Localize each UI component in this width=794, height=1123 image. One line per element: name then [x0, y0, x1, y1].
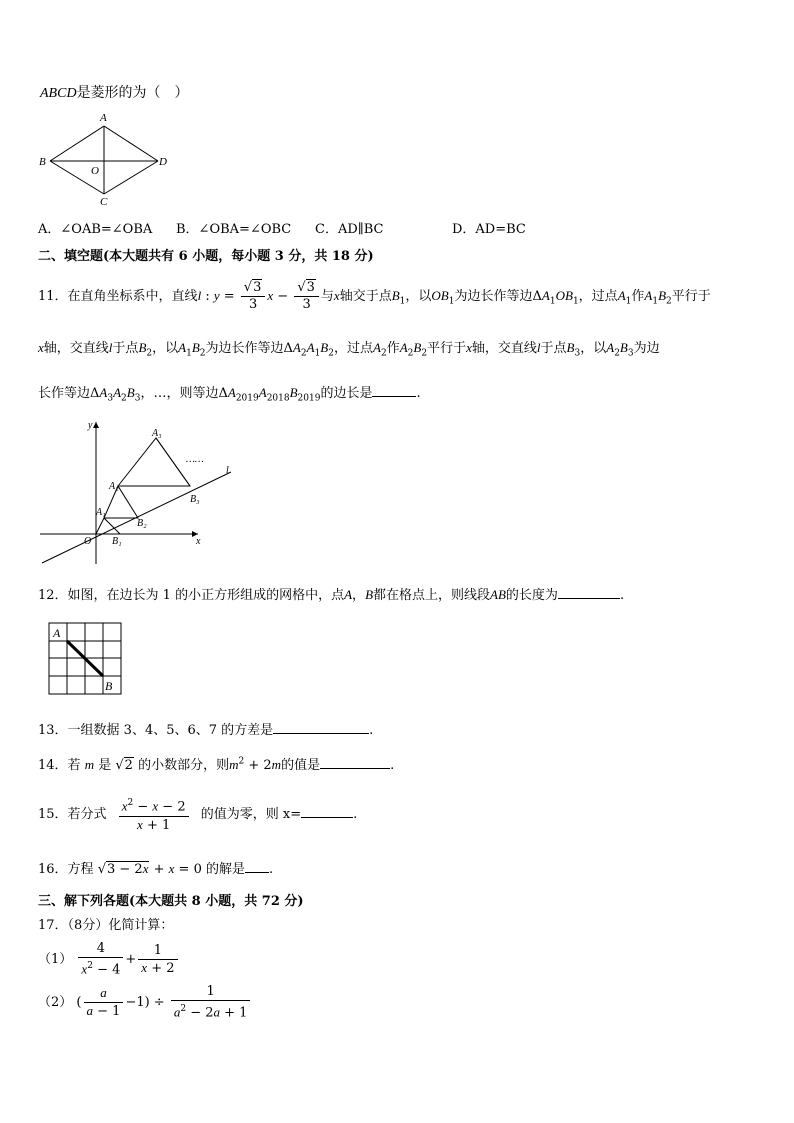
q11-number: 11． — [38, 289, 68, 304]
line-l-label: l — [226, 465, 229, 476]
q11-text: ，以 — [405, 289, 432, 304]
q11-text: ，以 — [580, 341, 607, 356]
q11-text: ，过点 — [333, 341, 373, 356]
q10-stem-var: ABCD — [40, 86, 77, 101]
q17-number: 17． — [38, 918, 68, 933]
q11-text: ，过点 — [578, 289, 618, 304]
q11-text: 轴，交直线 — [471, 341, 537, 356]
q11-text: 平行于 — [671, 289, 711, 304]
q17-part2-label: （2） — [38, 995, 73, 1010]
b2-label: B₂ — [137, 518, 147, 529]
q15-number: 15． — [38, 807, 68, 822]
q13-part: 一组数据 3、4、5、6、7 的方差是 — [67, 723, 274, 738]
q15-answer-blank[interactable] — [301, 805, 353, 818]
q14-part: 的小数部分，则 — [138, 758, 230, 773]
q16-part: 的解是 — [205, 862, 245, 877]
q11-text: 于点 — [112, 341, 139, 356]
q11-text: 于点 — [540, 341, 567, 356]
q12-part: 都在格点上，则线段 — [373, 588, 491, 603]
q11-text: 为边长作等边 — [205, 341, 284, 356]
q12-number: 12． — [38, 588, 68, 603]
q16-part: 方程 — [67, 862, 94, 877]
q14-part: 的值是 — [281, 758, 321, 773]
rhombus-figure — [36, 108, 176, 206]
q14-part: 是 — [98, 758, 112, 773]
q11-answer-blank[interactable] — [372, 384, 416, 397]
q11-text: 轴交于点 — [339, 289, 392, 304]
q13-number: 13． — [38, 723, 68, 738]
section-2-heading: 二、填空题(本大题共有 6 小题，每小题 3 分，共 18 分) — [38, 249, 374, 264]
q11-text: 长作等边 — [38, 386, 91, 401]
q11-text: 为边长作等边 — [454, 289, 533, 304]
q17-part1: （1） $\frac{4}{x^2 - 4}$ + $\frac{1}{x + 2}$ — [38, 940, 180, 980]
q10-option-c: C．AD∥BC — [315, 222, 384, 237]
x-axis-label: x — [196, 536, 201, 547]
b1-label: B₁ — [112, 536, 122, 547]
q11-text: 为边 — [633, 341, 660, 356]
y-axis-label: y — [88, 420, 93, 431]
q10-stem — [40, 82, 189, 102]
q16-part: . — [269, 862, 274, 877]
label-c: C — [100, 196, 108, 206]
q15-part: 若分式 — [67, 807, 107, 822]
q12-part: . — [619, 588, 625, 603]
grid-label-b: B — [105, 679, 113, 693]
b3-label: B₃ — [190, 494, 200, 505]
q11-text: 平行于 — [427, 341, 467, 356]
q15-part: . — [353, 807, 358, 822]
q12-grid-figure — [48, 622, 126, 696]
section-3-heading: 三、解下列各题(本大题共 8 小题，共 72 分) — [38, 894, 304, 909]
q12-part: ， — [352, 588, 366, 603]
q11-text: ，以 — [152, 341, 179, 356]
a1-label: A₁ — [96, 507, 106, 518]
label-o: O — [91, 165, 99, 177]
label-b: B — [39, 156, 46, 168]
q17-part1-label: （1） — [38, 952, 73, 967]
q14-text: 14．若 m 是 √2 的小数部分，则$m^2 + 2m$的值是 . — [38, 756, 395, 773]
q13-text — [38, 719, 373, 738]
q16-text: 16．方程 √3 − 2x + x = 0 的解是 . — [38, 861, 274, 877]
q13-part: . — [369, 723, 374, 738]
q16-number: 16． — [38, 862, 68, 877]
a3-label: A₃ — [152, 428, 162, 439]
q14-part: 若 — [67, 758, 81, 773]
q17-part: （8分）化简计算： — [67, 918, 174, 933]
q15-part: 的值为零，则 x= — [200, 807, 302, 822]
q11-line3: 长作等边$\Delta A_3A_2B_3$，…，则等边$\Delta A_{2019}A_{2018}B_{2019}$的边长是 . — [38, 385, 421, 404]
q17-part2: （2） ( $\frac{a}{a - 1}$ −1) ÷ $\frac{1}{a^2 - 2a + 1}$ — [38, 983, 252, 1023]
q14-answer-blank[interactable] — [320, 756, 390, 769]
q10-option-a: A．∠OAB=∠OBA — [38, 222, 153, 237]
q10-stem-text: 是菱形的为（ ） — [76, 85, 189, 101]
q16-answer-blank[interactable] — [245, 860, 269, 873]
label-a: A — [100, 112, 107, 124]
q14-part: . — [390, 758, 395, 773]
q13-answer-blank[interactable] — [273, 721, 369, 734]
q11-text: 与 — [320, 289, 334, 304]
label-d: D — [159, 156, 167, 168]
q10-option-b: B．∠OBA=∠OBC — [176, 222, 292, 237]
q11-text: 作 — [631, 289, 645, 304]
a2-label: A₂ — [109, 481, 119, 492]
dots-label: …… — [186, 454, 204, 465]
q11-line1: 11．在直角坐标系中，直线l : y = $\frac{√3}{3}$ x − $\frac{√3}{3}$ 与x轴交于点$B_1$，以$OB_1$为边长作等边$\Delta A_1OB_1$，过点$A_1$作$A_1B_2$平行于 — [38, 280, 711, 312]
q14-number: 14． — [38, 758, 68, 773]
origin-label: O — [84, 536, 92, 547]
q12-part: 如图，在边长为 1 的小正方形组成的网格中，点 — [67, 588, 345, 603]
q10-option-d: D．AD=BC — [452, 222, 526, 237]
q15-text: 15．若分式 $\frac{x^2 - x - 2}{x + 1}$ 的值为零，则 x= . — [38, 795, 357, 835]
q12-part: 的长度为 — [505, 588, 558, 603]
q11-text: . — [416, 386, 421, 401]
grid-label-a: A — [53, 626, 61, 640]
q11-text: 轴，交直线 — [43, 341, 109, 356]
q17-stem — [38, 914, 173, 933]
q11-text: ，…，则等边 — [140, 386, 219, 401]
q12-answer-blank[interactable] — [558, 586, 620, 599]
q11-text: 作 — [386, 341, 400, 356]
q12-text: 12．如图，在边长为 1 的小正方形组成的网格中，点A，B都在格点上，则线段AB的长度为 . — [38, 587, 625, 603]
q11-text: 在直角坐标系中，直线 — [67, 289, 198, 304]
q11-line2: x轴，交直线l于点$B_2$，以$A_1B_2$为边长作等边$\Delta A_2A_1B_2$，过点$A_2$作$A_2B_2$平行于x轴，交直线l于点$B_3$，以$A_2B_3$为边 — [38, 340, 660, 359]
q11-figure — [38, 416, 238, 568]
q11-text: 的边长是 — [320, 386, 373, 401]
